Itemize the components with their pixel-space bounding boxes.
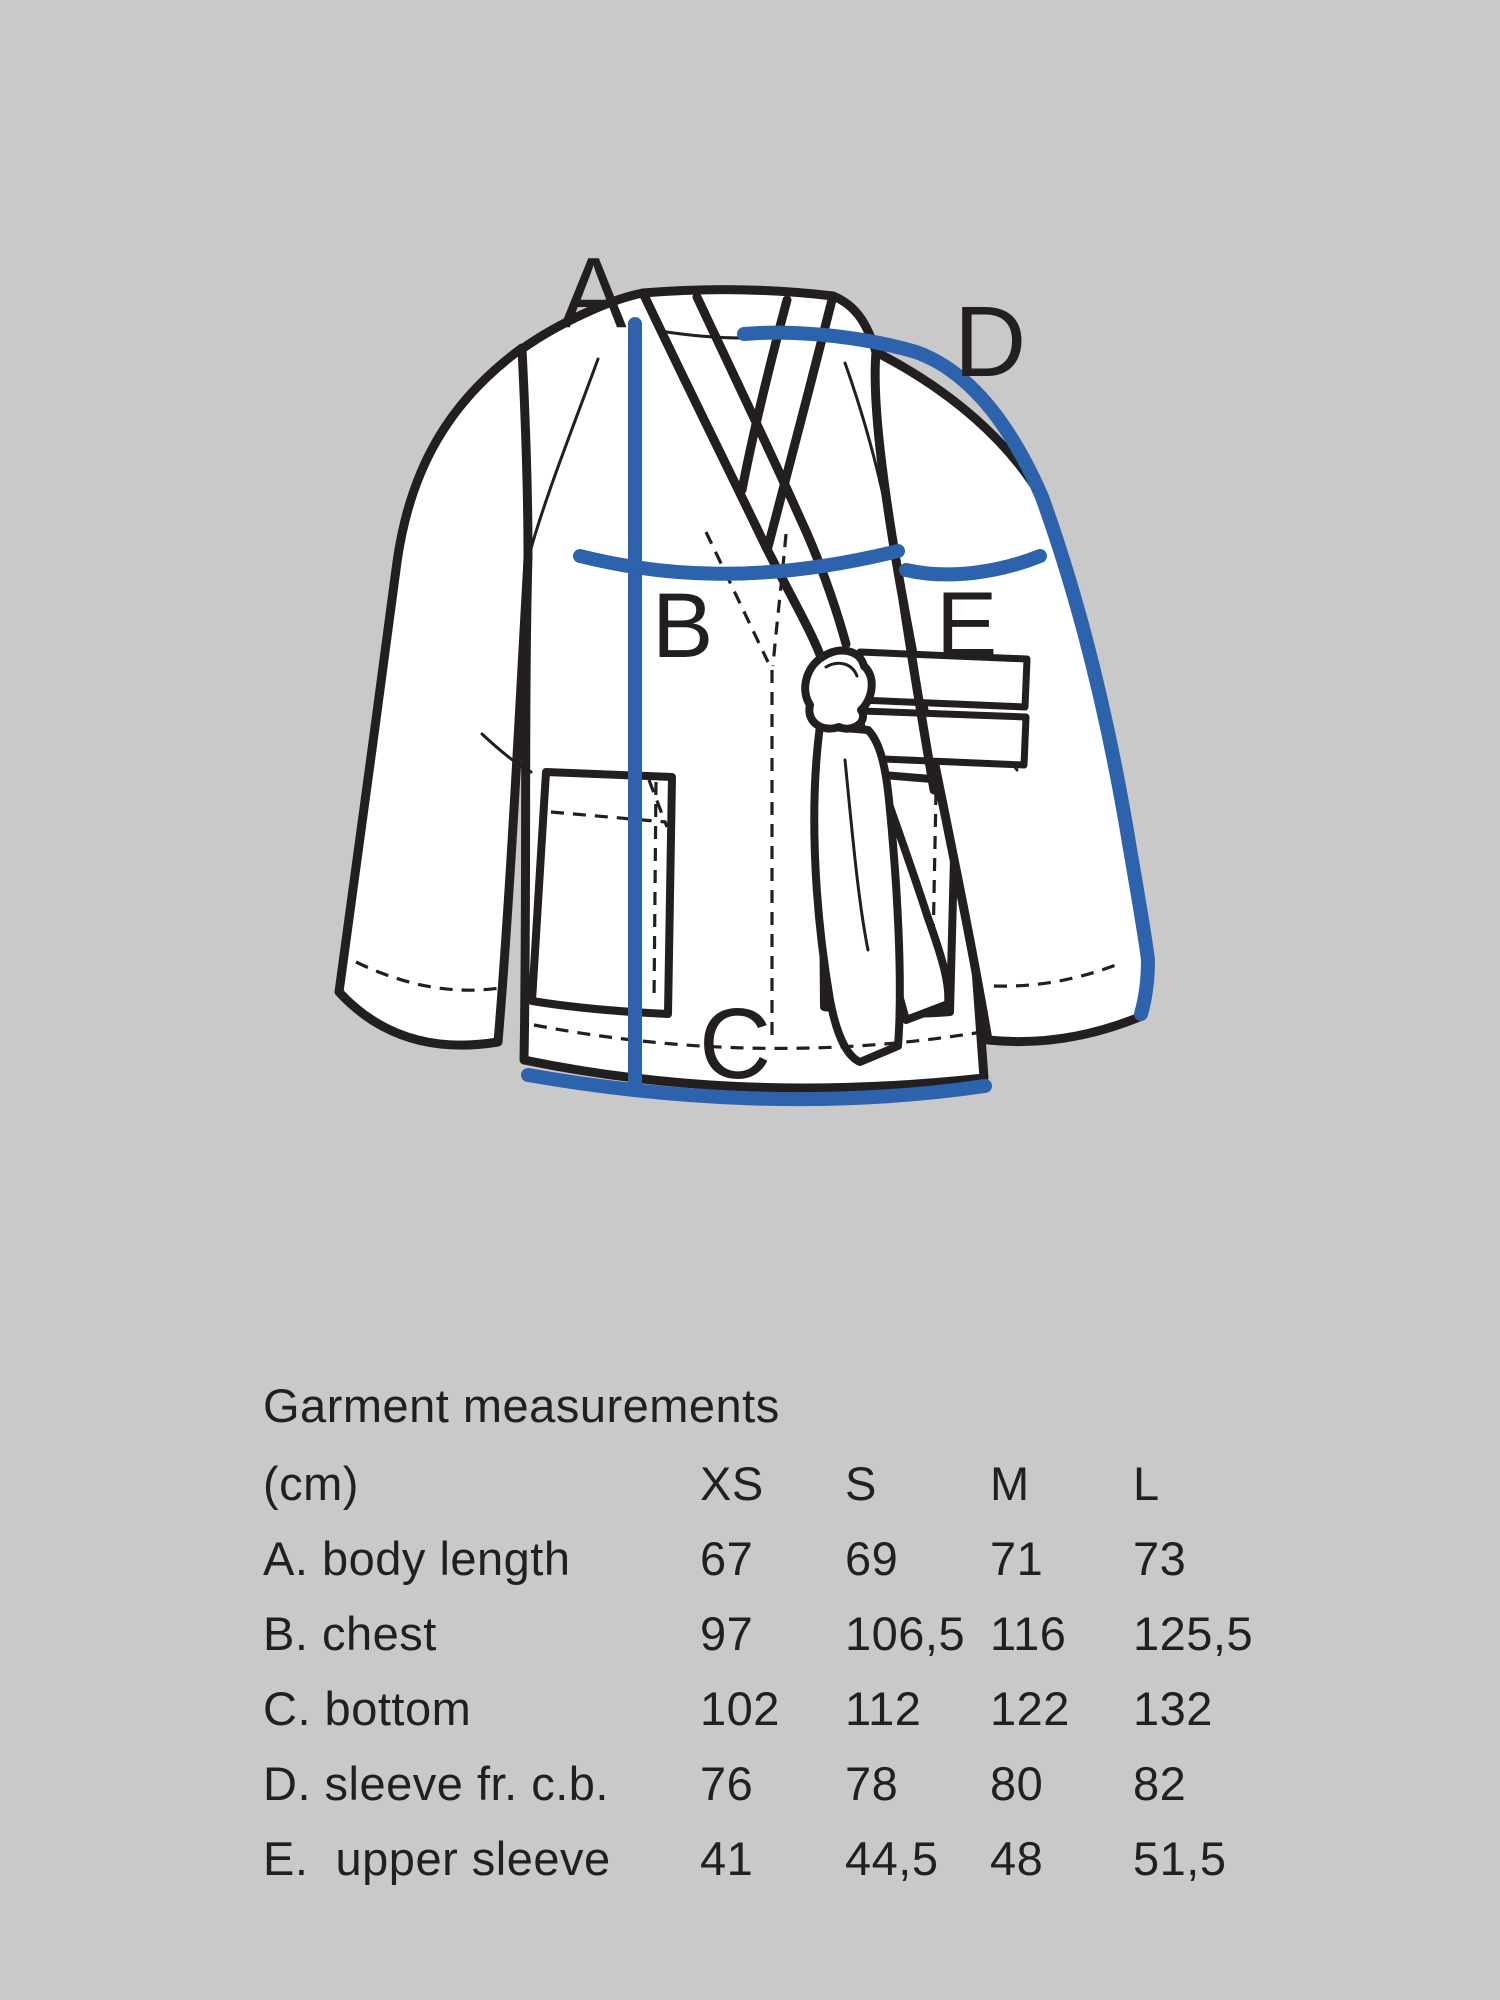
row-label: E. upper sleeve <box>263 1832 611 1885</box>
row-value: 106,5 <box>845 1607 966 1660</box>
row-value: 125,5 <box>1133 1607 1254 1660</box>
belt-band-lower <box>861 711 1026 765</box>
row-value: 97 <box>700 1607 754 1660</box>
row-value: 132 <box>1133 1682 1213 1735</box>
row-value: 73 <box>1133 1532 1187 1585</box>
row-label: B. chest <box>263 1607 437 1660</box>
measure-label-D: D <box>954 286 1027 398</box>
table-row <box>263 1596 1313 1671</box>
garment-measurements-table <box>263 1366 1313 1896</box>
row-value: 102 <box>700 1682 780 1735</box>
left-sleeve <box>339 348 529 1045</box>
size-header-L: L <box>1133 1457 1160 1510</box>
measure-label-C: C <box>699 988 772 1100</box>
row-value: 82 <box>1133 1757 1187 1810</box>
table-header-row <box>263 1446 1313 1521</box>
table-rows <box>263 1521 1313 1896</box>
table-row <box>263 1671 1313 1746</box>
size-header-M: M <box>990 1457 1030 1510</box>
row-value: 71 <box>990 1532 1044 1585</box>
row-value: 116 <box>990 1607 1067 1660</box>
row-value: 122 <box>990 1682 1070 1735</box>
row-value: 76 <box>700 1757 754 1810</box>
measure-label-E: E <box>936 574 998 676</box>
size-header-XS: XS <box>700 1457 764 1510</box>
left-pocket <box>532 772 672 1014</box>
row-value: 112 <box>845 1682 922 1735</box>
row-value: 44,5 <box>845 1832 939 1885</box>
row-value: 51,5 <box>1133 1832 1227 1885</box>
unit-label: (cm) <box>263 1457 359 1510</box>
row-value: 80 <box>990 1757 1044 1810</box>
size-header-S: S <box>845 1457 877 1510</box>
measure-label-B: B <box>652 575 714 677</box>
row-value: 41 <box>700 1832 754 1885</box>
row-label: C. bottom <box>263 1682 472 1735</box>
measure-label-A: A <box>560 237 627 349</box>
table-row <box>263 1821 1313 1896</box>
row-value: 48 <box>990 1832 1044 1885</box>
row-value: 67 <box>700 1532 754 1585</box>
table-row <box>263 1746 1313 1821</box>
table-title: Garment measurements <box>263 1379 780 1432</box>
table-row <box>263 1521 1313 1596</box>
row-label: A. body length <box>263 1532 571 1585</box>
row-label: D. sleeve fr. c.b. <box>263 1757 609 1810</box>
row-value: 69 <box>845 1532 899 1585</box>
row-value: 78 <box>845 1757 899 1810</box>
